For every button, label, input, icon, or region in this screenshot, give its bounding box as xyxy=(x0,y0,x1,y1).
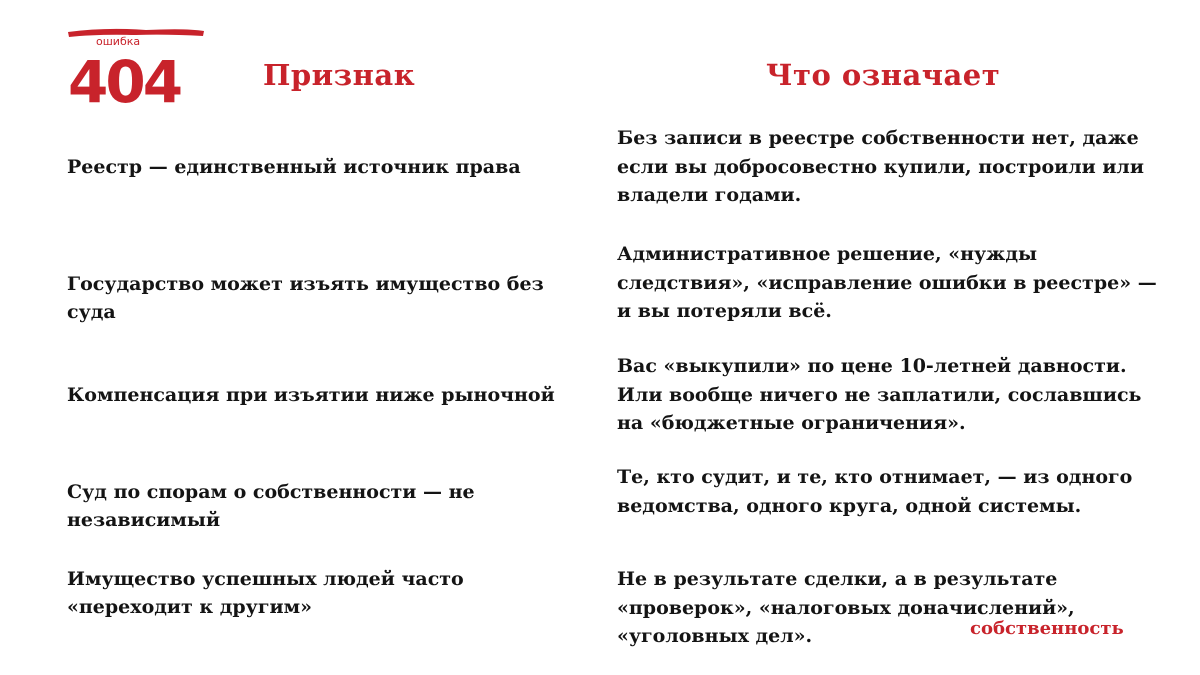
row-sign: Суд по спорам о собственности — не независимый xyxy=(67,481,475,531)
row-sign: Реестр — единственный источник права xyxy=(67,156,521,178)
logo-big-text: 404 xyxy=(68,48,181,110)
row-sign: Имущество успешных людей часто «переходит к другим» xyxy=(67,568,464,618)
row-sign: Компенсация при изъятии ниже рыночной xyxy=(67,384,555,406)
logo-small-text: ошибка xyxy=(96,35,141,48)
logo-404 xyxy=(66,24,206,110)
row-meaning: Вас «выкупили» по цене 10-летней давности. Или вообще ничего не заплатили, сославшись на «бюджетные ограничения». xyxy=(617,355,1142,434)
column-header-sign: Признак xyxy=(263,58,416,92)
row-meaning: Административное решение, «нужды следствия», «исправление ошибки в реестре» — и вы потеряли всё. xyxy=(617,243,1157,322)
column-header-meaning: Что означает xyxy=(766,58,1001,92)
row-meaning: Без записи в реестре собственности нет, даже если вы добросовестно купили, построили или владели годами. xyxy=(617,127,1144,206)
footer-tag: собственность xyxy=(970,618,1124,639)
row-meaning: Не в результате сделки, а в результате «проверок», «налоговых доначислений», «уголовных дел». xyxy=(617,568,1075,647)
row-sign: Государство может изъять имущество без суда xyxy=(67,273,544,323)
row-meaning: Те, кто судит, и те, кто отнимает, — из одного ведомства, одного круга, одной системы. xyxy=(617,466,1133,517)
